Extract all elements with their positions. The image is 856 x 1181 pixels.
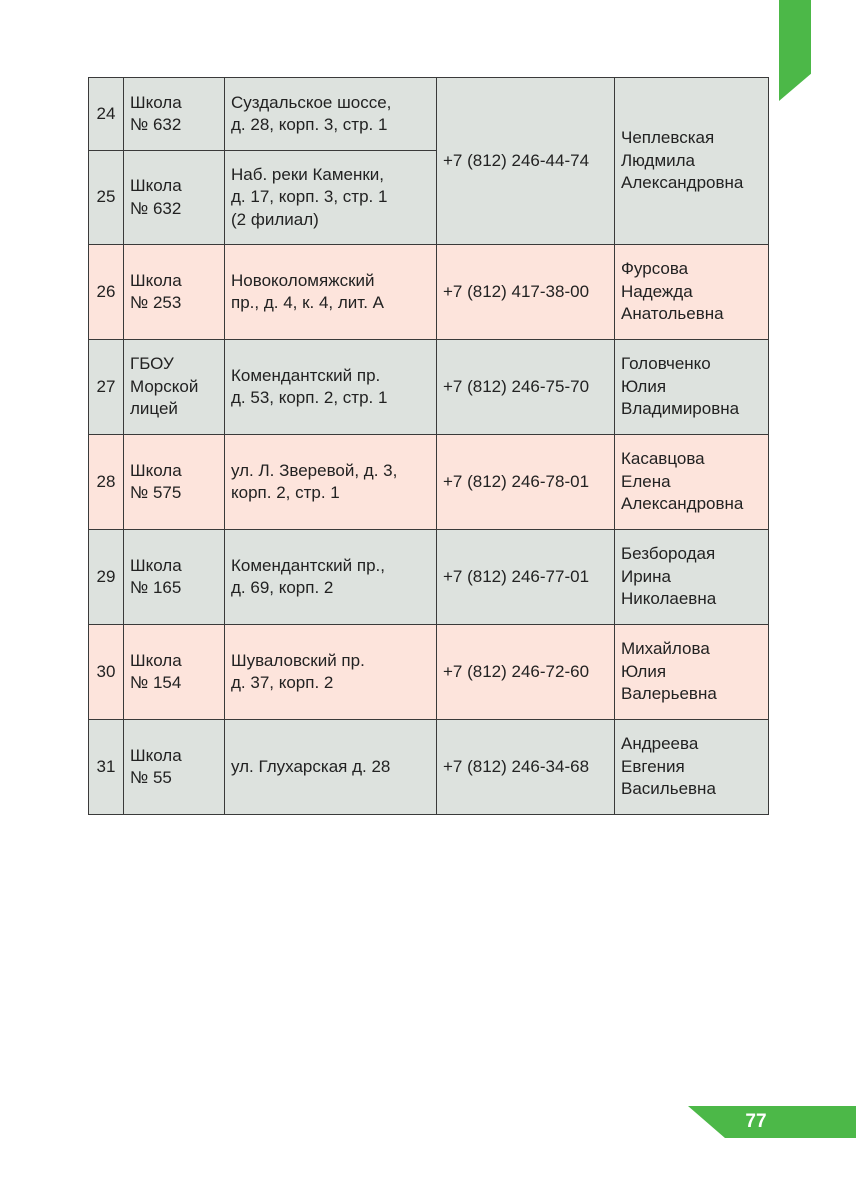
table-row — [89, 245, 769, 340]
school-name: Школа № 165 — [124, 530, 225, 625]
director-name: Безбородая Ирина Николаевна — [615, 530, 769, 625]
school-address: Суздальское шоссе, д. 28, корп. 3, стр. 1 — [225, 78, 437, 151]
school-phone: +7 (812) 246-77-01 — [437, 530, 615, 625]
school-address: ул. Глухарская д. 28 — [225, 720, 437, 815]
school-address: ул. Л. Зверевой, д. 3, корп. 2, стр. 1 — [225, 435, 437, 530]
director-name: Андреева Евгения Васильевна — [615, 720, 769, 815]
school-name: Школа № 154 — [124, 625, 225, 720]
school-phone: +7 (812) 246-78-01 — [437, 435, 615, 530]
row-number: 27 — [89, 340, 124, 435]
row-number: 25 — [89, 151, 124, 245]
director-name: Головченко Юлия Владимировна — [615, 340, 769, 435]
row-number: 24 — [89, 78, 124, 151]
school-name: ГБОУ Морской лицей — [124, 340, 225, 435]
director-name: Чеплевская Людмила Александровна — [615, 78, 769, 245]
school-name: Школа № 575 — [124, 435, 225, 530]
school-name: Школа № 632 — [124, 78, 225, 151]
table-row — [89, 625, 769, 720]
row-number: 31 — [89, 720, 124, 815]
director-name: Михайлова Юлия Валерьевна — [615, 625, 769, 720]
schools-table — [88, 77, 769, 815]
school-address: Наб. реки Каменки, д. 17, корп. 3, стр. 1 (2 филиал) — [225, 151, 437, 245]
director-name: Фурсова Надежда Анатольевна — [615, 245, 769, 340]
row-number: 26 — [89, 245, 124, 340]
school-address: Шуваловский пр. д. 37, корп. 2 — [225, 625, 437, 720]
table-row — [89, 78, 769, 151]
row-number: 28 — [89, 435, 124, 530]
page-number: 77 — [745, 1111, 767, 1132]
school-name: Школа № 55 — [124, 720, 225, 815]
school-name: Школа № 632 — [124, 151, 225, 245]
row-number: 29 — [89, 530, 124, 625]
school-address: Комендантский пр., д. 69, корп. 2 — [225, 530, 437, 625]
table-row — [89, 530, 769, 625]
row-number: 30 — [89, 625, 124, 720]
school-phone: +7 (812) 246-44-74 — [437, 78, 615, 245]
school-phone: +7 (812) 417-38-00 — [437, 245, 615, 340]
table-row — [89, 435, 769, 530]
director-name: Касавцова Елена Александровна — [615, 435, 769, 530]
school-address: Комендантский пр. д. 53, корп. 2, стр. 1 — [225, 340, 437, 435]
school-phone: +7 (812) 246-34-68 — [437, 720, 615, 815]
school-name: Школа № 253 — [124, 245, 225, 340]
corner-tab-decoration — [779, 0, 811, 101]
school-phone: +7 (812) 246-72-60 — [437, 625, 615, 720]
school-phone: +7 (812) 246-75-70 — [437, 340, 615, 435]
table-row — [89, 720, 769, 815]
table-row — [89, 340, 769, 435]
school-address: Новоколомяжский пр., д. 4, к. 4, лит. А — [225, 245, 437, 340]
